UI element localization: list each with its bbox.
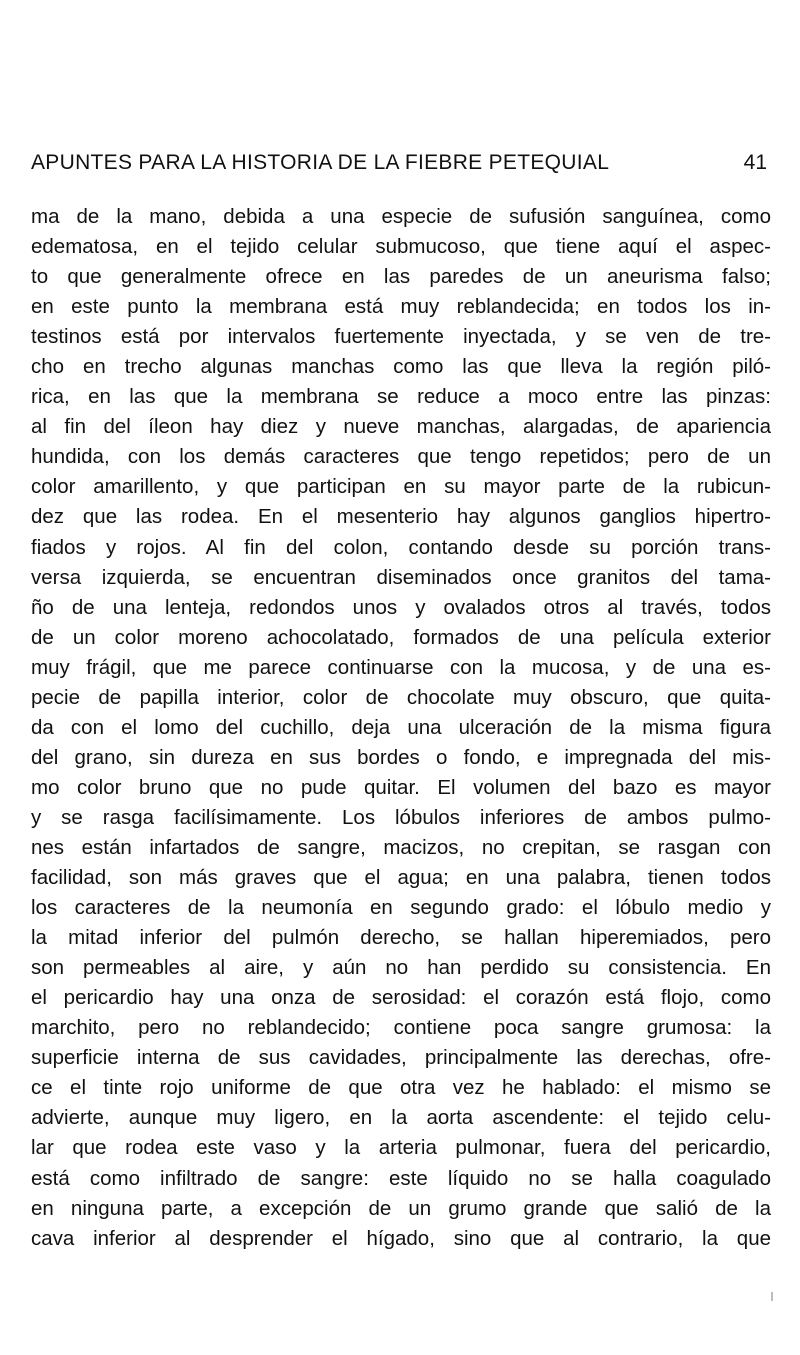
running-title: APUNTES PARA LA HISTORIA DE LA FIEBRE PETEQUIAL — [31, 151, 610, 174]
text-line: los caracteres de la neumonía en segundo grado: el lóbulo medio y — [31, 896, 771, 920]
text-line: y se rasga facilísimamente. Los lóbulos inferiores de ambos pulmo- — [31, 805, 771, 829]
text-line: en este punto la membrana está muy reblandecida; en todos los in- — [31, 295, 771, 319]
text-line: la mitad inferior del pulmón derecho, se hallan hiperemiados, pero — [31, 926, 771, 950]
page-number: 41 — [743, 151, 767, 174]
text-line: superficie interna de sus cavidades, principalmente las derechas, ofre- — [31, 1046, 771, 1070]
text-line: fiados y rojos. Al fin del colon, contando desde su porción trans- — [31, 535, 771, 559]
text-line: marchito, pero no reblandecido; contiene poca sangre grumosa: la — [31, 1016, 771, 1040]
text-line: to que generalmente ofrece en las paredes de un aneurisma falso; — [31, 265, 771, 289]
text-line: rica, en las que la membrana se reduce a moco entre las pinzas: — [31, 385, 771, 409]
text-line: pecie de papilla interior, color de chocolate muy obscuro, que quita- — [31, 685, 771, 709]
text-line: facilidad, son más graves que el agua; en una palabra, tienen todos — [31, 866, 771, 890]
text-line: mo color bruno que no pude quitar. El volumen del bazo es mayor — [31, 775, 771, 799]
text-line: ce el tinte rojo uniforme de que otra vez he hablado: el mismo se — [31, 1076, 771, 1100]
scan-speck — [771, 1292, 773, 1301]
text-line: versa izquierda, se encuentran diseminados once granitos del tama- — [31, 565, 771, 589]
text-line: testinos está por intervalos fuertemente inyectada, y se ven de tre- — [31, 325, 771, 349]
text-line: lar que rodea este vaso y la arteria pulmonar, fuera del pericardio, — [31, 1136, 771, 1160]
text-line: edematosa, en el tejido celular submucoso, que tiene aquí el aspec- — [31, 235, 771, 259]
text-line: cho en trecho algunas manchas como las que lleva la región piló- — [31, 355, 771, 379]
text-line: nes están infartados de sangre, macizos, no crepitan, se rasgan con — [31, 835, 771, 859]
text-line: está como infiltrado de sangre: este líquido no se halla coagulado — [31, 1166, 771, 1190]
text-line: de un color moreno achocolatado, formados de una película exterior — [31, 625, 771, 649]
text-line: al fin del íleon hay diez y nueve manchas, alargadas, de apariencia — [31, 415, 771, 439]
text-line: advierte, aunque muy ligero, en la aorta ascendente: el tejido celu- — [31, 1106, 771, 1130]
text-line: dez que las rodea. En el mesenterio hay algunos ganglios hipertro- — [31, 505, 771, 529]
text-line: da con el lomo del cuchillo, deja una ulceración de la misma figura — [31, 715, 771, 739]
text-line: ño de una lenteja, redondos unos y ovalados otros al través, todos — [31, 595, 771, 619]
body-text — [31, 202, 771, 1254]
text-line: del grano, sin dureza en sus bordes o fondo, e impregnada del mis- — [31, 745, 771, 769]
text-line: son permeables al aire, y aún no han perdido su consistencia. En — [31, 956, 771, 980]
text-line: ma de la mano, debida a una especie de sufusión sanguínea, como — [31, 205, 771, 228]
text-line: hundida, con los demás caracteres que tengo repetidos; pero de un — [31, 445, 771, 469]
text-line: cava inferior al desprender el hígado, sino que al contrario, la que — [31, 1226, 771, 1250]
text-line: el pericardio hay una onza de serosidad: el corazón está flojo, como — [31, 986, 771, 1010]
page-header — [31, 151, 767, 185]
text-line: en ninguna parte, a excepción de un grumo grande que salió de la — [31, 1196, 771, 1220]
text-line: color amarillento, y que participan en su mayor parte de la rubicun- — [31, 475, 771, 499]
text-line: muy frágil, que me parece continuarse con la mucosa, y de una es- — [31, 655, 771, 679]
